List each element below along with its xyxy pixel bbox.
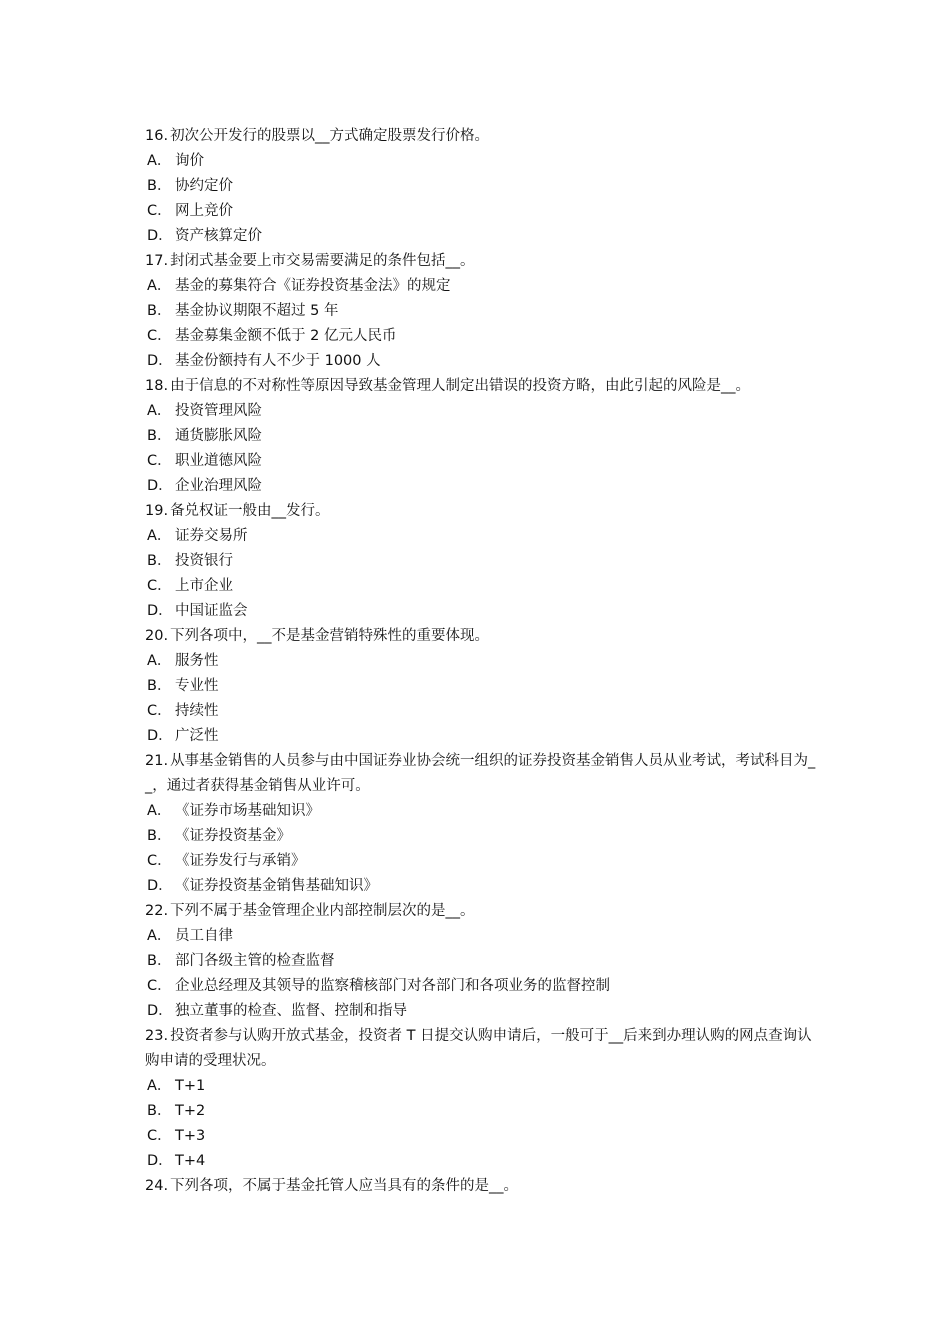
option-text: 企业总经理及其领导的监察稽核部门对各部门和各项业务的监督控制 (175, 978, 610, 994)
option-text: 网上竞价 (175, 203, 233, 219)
option-text: 部门各级主管的检查监督 (175, 953, 335, 969)
option-text: 广泛性 (175, 728, 219, 744)
question-7 (145, 1024, 825, 1074)
option-text: 资产核算定价 (175, 228, 262, 244)
option-item (145, 924, 825, 949)
question-text: 下列不属于基金管理企业内部控制层次的是__。 (170, 903, 475, 919)
option-letter: A． (147, 528, 172, 544)
question-text: 封闭式基金要上市交易需要满足的条件包括__。 (170, 253, 475, 269)
option-text: 协约定价 (175, 178, 233, 194)
option-letter: C． (147, 703, 172, 719)
question-text: 初次公开发行的股票以__方式确定股票发行价格。 (170, 128, 490, 144)
option-item (145, 949, 825, 974)
question-number: 20. (145, 628, 169, 644)
option-text: 持续性 (175, 703, 219, 719)
option-letter: D． (147, 478, 173, 494)
option-item (145, 699, 825, 724)
option-text: 投资管理风险 (175, 403, 262, 419)
option-text: 独立董事的检查、监督、控制和指导 (175, 1003, 407, 1019)
question-number: 24. (145, 1178, 169, 1194)
option-item (145, 849, 825, 874)
option-item (145, 999, 825, 1024)
option-item (145, 274, 825, 299)
question-1 (145, 249, 825, 274)
option-text: 投资银行 (175, 553, 233, 569)
option-letter: D． (147, 728, 173, 744)
option-text: T+4 (175, 1153, 206, 1169)
option-item (145, 574, 825, 599)
question-text: 投资者参与认购开放式基金，投资者 T 日提交认购申请后，一般可于__后来到办理认购的网点查询认购申请的受理状况。 (145, 1028, 812, 1069)
question-3 (145, 499, 825, 524)
option-text: 基金协议期限不超过 5 年 (175, 303, 339, 319)
option-letter: A． (147, 1078, 172, 1094)
option-letter: D． (147, 878, 173, 894)
option-letter: B． (147, 303, 172, 319)
question-number: 16. (145, 128, 169, 144)
question-text: 从事基金销售的人员参与由中国证券业协会统一组织的证券投资基金销售人员从业考试，考试科目为__，通过者获得基金销售从业许可。 (145, 753, 816, 794)
option-item (145, 974, 825, 999)
option-letter: C． (147, 978, 172, 994)
option-text: 职业道德风险 (175, 453, 262, 469)
option-text: T+1 (175, 1078, 206, 1094)
option-text: 基金的募集符合《证券投资基金法》的规定 (175, 278, 451, 294)
option-item (145, 724, 825, 749)
option-text: 《证券投资基金销售基础知识》 (175, 878, 378, 894)
option-item (145, 1099, 825, 1124)
option-letter: A． (147, 803, 172, 819)
option-text: T+2 (175, 1103, 206, 1119)
question-5 (145, 749, 825, 799)
question-text: 备兑权证一般由__发行。 (170, 503, 330, 519)
option-letter: C． (147, 1128, 172, 1144)
option-letter: A． (147, 653, 172, 669)
option-item (145, 449, 825, 474)
option-letter: B． (147, 678, 172, 694)
option-item (145, 874, 825, 899)
question-8 (145, 1174, 825, 1199)
option-text: 服务性 (175, 653, 219, 669)
option-letter: B． (147, 178, 172, 194)
option-text: 询价 (175, 153, 204, 169)
question-number: 18. (145, 378, 169, 394)
option-item (145, 1149, 825, 1174)
question-6 (145, 899, 825, 924)
question-text: 下列各项中，__不是基金营销特殊性的重要体现。 (170, 628, 490, 644)
option-letter: D． (147, 603, 173, 619)
option-item (145, 349, 825, 374)
option-item (145, 599, 825, 624)
option-letter: A． (147, 403, 172, 419)
option-text: 专业性 (175, 678, 219, 694)
option-letter: B． (147, 1103, 172, 1119)
option-item (145, 474, 825, 499)
option-text: 基金募集金额不低于 2 亿元人民币 (175, 328, 397, 344)
question-2 (145, 374, 825, 399)
option-item (145, 224, 825, 249)
option-letter: C． (147, 203, 172, 219)
option-item (145, 824, 825, 849)
question-4 (145, 624, 825, 649)
option-item (145, 649, 825, 674)
question-number: 23. (145, 1028, 169, 1044)
question-text: 由于信息的不对称性等原因导致基金管理人制定出错误的投资方略，由此引起的风险是__。 (170, 378, 751, 394)
option-text: 《证券市场基础知识》 (175, 803, 320, 819)
question-number: 17. (145, 253, 169, 269)
option-letter: B． (147, 828, 172, 844)
option-text: 通货膨胀风险 (175, 428, 262, 444)
option-letter: C． (147, 578, 172, 594)
question-number: 22. (145, 903, 169, 919)
option-item (145, 199, 825, 224)
option-text: 证券交易所 (175, 528, 248, 544)
option-text: 上市企业 (175, 578, 233, 594)
option-letter: D． (147, 1153, 173, 1169)
option-text: 《证券发行与承销》 (175, 853, 306, 869)
option-item (145, 549, 825, 574)
option-letter: B． (147, 553, 172, 569)
question-number: 21. (145, 753, 169, 769)
option-letter: A． (147, 153, 172, 169)
option-text: 基金份额持有人不少于 1000 人 (175, 353, 381, 369)
option-letter: B． (147, 953, 172, 969)
option-item (145, 299, 825, 324)
option-letter: D． (147, 1003, 173, 1019)
option-letter: D． (147, 353, 173, 369)
question-number: 19. (145, 503, 169, 519)
option-text: 企业治理风险 (175, 478, 262, 494)
option-text: T+3 (175, 1128, 206, 1144)
option-item (145, 324, 825, 349)
option-letter: C． (147, 453, 172, 469)
option-item (145, 424, 825, 449)
option-item (145, 524, 825, 549)
question-list (145, 124, 825, 1199)
question-0 (145, 124, 825, 149)
option-letter: A． (147, 928, 172, 944)
option-letter: A． (147, 278, 172, 294)
option-letter: C． (147, 328, 172, 344)
option-item (145, 174, 825, 199)
option-text: 中国证监会 (175, 603, 248, 619)
option-item (145, 799, 825, 824)
option-letter: C． (147, 853, 172, 869)
option-item (145, 149, 825, 174)
option-text: 《证券投资基金》 (175, 828, 291, 844)
option-item (145, 1124, 825, 1149)
option-item (145, 674, 825, 699)
option-letter: B． (147, 428, 172, 444)
option-item (145, 399, 825, 424)
option-letter: D． (147, 228, 173, 244)
option-item (145, 1074, 825, 1099)
question-text: 下列各项，不属于基金托管人应当具有的条件的是__。 (170, 1178, 519, 1194)
option-text: 员工自律 (175, 928, 233, 944)
